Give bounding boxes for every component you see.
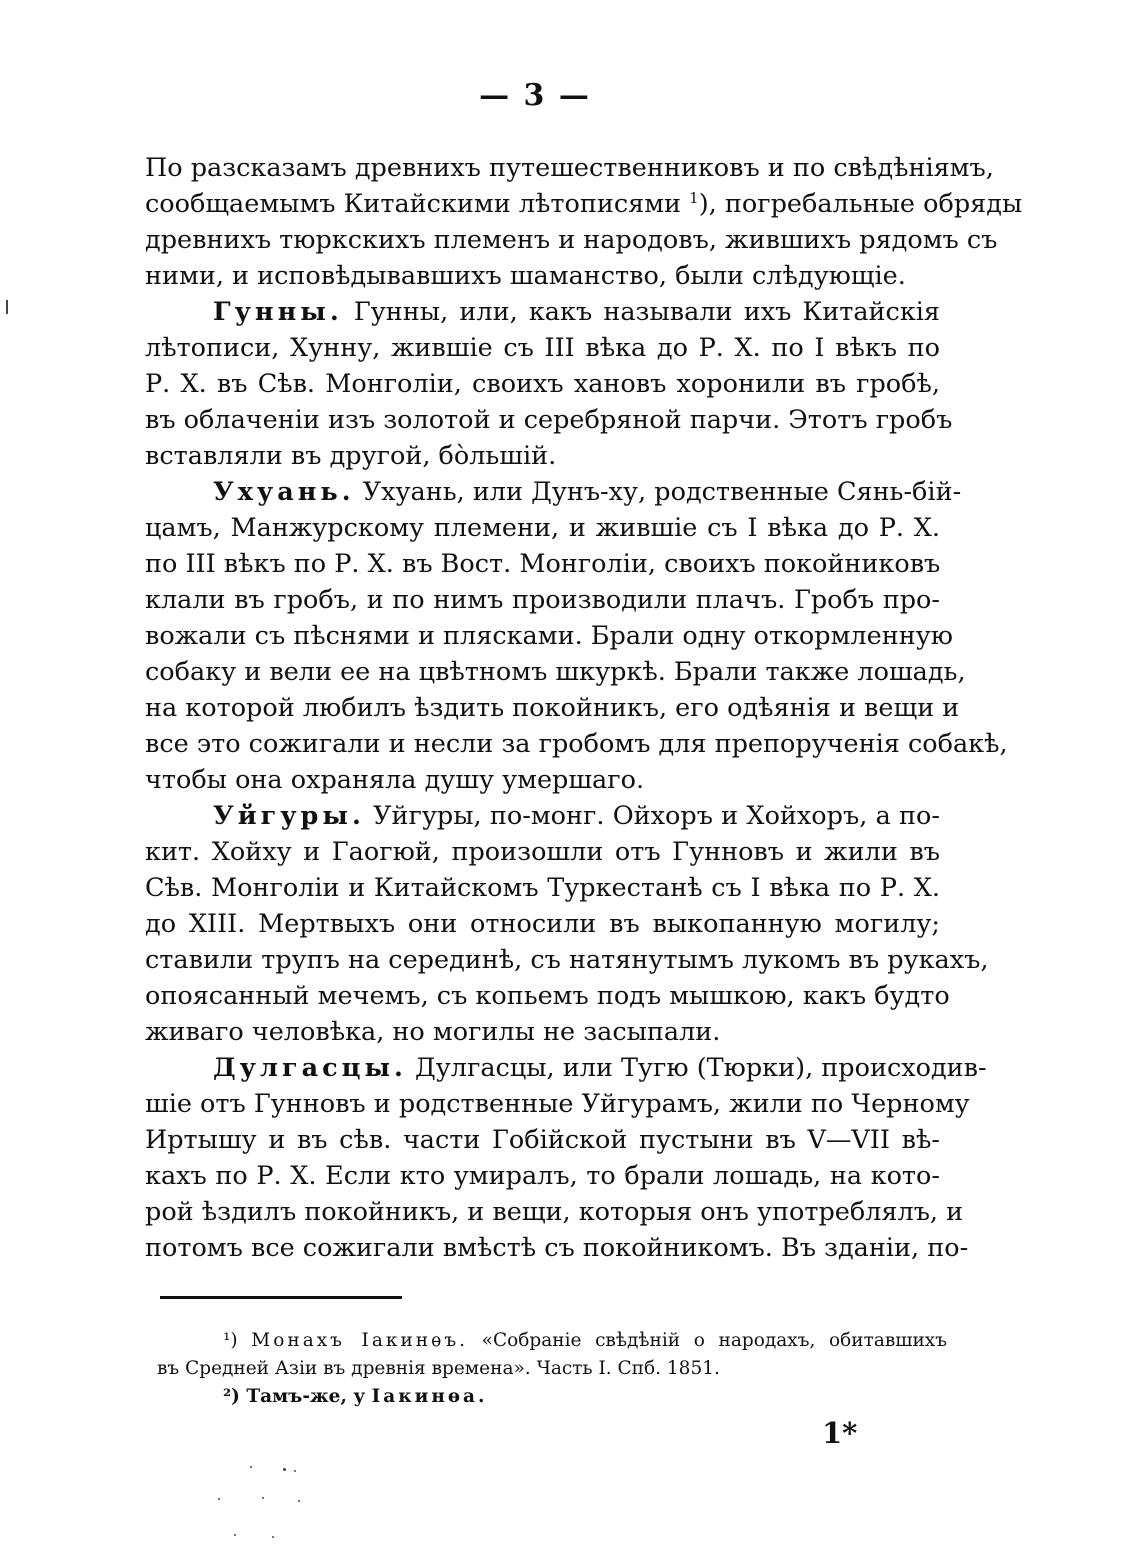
text-line: клали въ гробъ, и по нимъ производили плачъ. Гробъ про- xyxy=(145,585,940,615)
text-line: потомъ все сожигали вмѣстѣ съ покойникомъ. Въ зданіи, по- xyxy=(145,1233,969,1263)
text-line xyxy=(145,474,962,510)
text-line: вставляли въ другой, бо̀льшій. xyxy=(145,441,557,471)
text-segment: Уйгуры, по-монг. Ойхоръ и Хойхоръ, а по- xyxy=(373,801,940,831)
text-line: все это сожигали и несли за гробомъ для препорученія собакѣ, xyxy=(145,729,1008,759)
text-line: въ облаченіи изъ золотой и серебряной парчи. Этотъ гробъ xyxy=(145,405,953,435)
text-line: Сѣв. Монголіи и Китайскомъ Туркестанѣ съ I вѣка по Р. Х. xyxy=(145,873,940,903)
scan-speck xyxy=(262,1497,264,1499)
scan-speck xyxy=(218,1498,220,1500)
text-segment: ), погребальные обряды xyxy=(698,189,1023,219)
footnote-1 xyxy=(157,1327,947,1355)
text-line: ставили трупъ на серединѣ, съ натянутымъ лукомъ въ рукахъ, xyxy=(145,945,989,975)
text-segment: Ухуань, или Дунъ-ху, родственные Сянь-бій- xyxy=(362,477,962,507)
text-segment: Дулгасцы, или Тугю (Тюрки), происходив- xyxy=(415,1053,987,1083)
text-segment: сообщаемымъ Китайскими лѣтописями xyxy=(145,189,682,219)
text-line: Иртышу и въ сѣв. части Гобійской пустыни въ V—VII вѣ- xyxy=(145,1125,940,1155)
text-line: рой ѣздилъ покойникъ, и вещи, которыя онъ употреблялъ, и xyxy=(145,1197,964,1227)
footnote-text: «Собраніе свѣдѣній о народахъ, обитавшихъ xyxy=(481,1330,948,1351)
text-line: собаку и вели ее на цвѣтномъ шкуркѣ. Брали также лошадь, xyxy=(145,657,966,687)
text-line: кахъ по Р. Х. Если кто умиралъ, то брали лошадь, на кото- xyxy=(145,1161,940,1191)
text-line: лѣтописи, Хунну, жившіе съ III вѣка до Р. Х. по I вѣкъ по xyxy=(145,333,940,363)
text-line: ними, и исповѣдывавшихъ шаманство, были слѣдующіе. xyxy=(145,261,906,291)
page-number: — 3 — xyxy=(479,78,591,113)
section-heading-dulgastsy: Дулгасцы. xyxy=(213,1053,407,1083)
scan-speck xyxy=(294,1470,296,1472)
text-line xyxy=(145,186,1023,222)
text-line xyxy=(145,1050,987,1086)
footnote-ref: 1 xyxy=(689,189,699,207)
signature-mark: 1* xyxy=(822,1416,858,1450)
footnote-marker: ²) xyxy=(223,1386,240,1407)
text-line: По разсказамъ древнихъ путешественниковъ и по свѣдѣніямъ, xyxy=(145,153,994,183)
text-line: Р. Х. въ Сѣв. Монголіи, своихъ хановъ хоронили въ гробѣ, xyxy=(145,369,940,399)
scan-speck xyxy=(272,1536,274,1538)
text-line: живаго человѣка, но могилы не засыпали. xyxy=(145,1017,721,1047)
scan-speck xyxy=(283,1468,286,1471)
text-line: древнихъ тюркскихъ племенъ и народовъ, жившихъ рядомъ съ xyxy=(145,225,998,255)
footnote-marker: ¹) xyxy=(223,1330,238,1351)
footnote-divider xyxy=(160,1296,402,1299)
footnote-1-continued: въ Средней Азіи въ древнія времена». Часть I. Спб. 1851. xyxy=(157,1358,720,1379)
footnotes xyxy=(157,1327,947,1411)
scan-speck xyxy=(250,1466,252,1468)
text-line: на которой любилъ ѣздить покойникъ, его одѣянія и вещи и xyxy=(145,693,960,723)
footnote-2 xyxy=(157,1383,947,1411)
scan-speck xyxy=(6,300,8,314)
text-line: до XIII. Мертвыхъ они относили въ выкопанную могилу; xyxy=(145,909,940,939)
footnote-author: Іакинѳа. xyxy=(371,1386,488,1407)
main-text xyxy=(145,150,1023,1266)
text-line xyxy=(145,798,940,834)
text-line: вожали съ пѣснями и плясками. Брали одну откормленную xyxy=(145,621,953,651)
text-line: кит. Хойху и Гаогюй, произошли отъ Гунновъ и жили въ xyxy=(145,837,940,867)
section-heading-gunny: Гунны. xyxy=(213,297,343,327)
text-segment: Гунны, или, какъ называли ихъ Китайскія xyxy=(353,297,940,327)
text-line: по III вѣкъ по Р. Х. въ Вост. Монголіи, своихъ покойниковъ xyxy=(145,549,941,579)
section-heading-ukhuan: Ухуань. xyxy=(213,477,355,507)
scan-speck xyxy=(298,1500,300,1502)
text-line: цамъ, Манжурскому племени, и жившіе съ I вѣка до Р. Х. xyxy=(145,513,940,543)
text-line: шіе отъ Гунновъ и родственные Уйгурамъ, жили по Черному xyxy=(145,1089,970,1119)
section-heading-uigury: Уйгуры. xyxy=(213,801,365,831)
text-line: опоясанный мечемъ, съ копьемъ подъ мышкою, какъ будто xyxy=(145,981,950,1011)
scan-speck xyxy=(234,1534,236,1536)
footnote-author: Монахъ Іакинѳъ. xyxy=(251,1330,468,1351)
text-line: чтобы она охраняла душу умершаго. xyxy=(145,765,645,795)
text-line xyxy=(145,294,940,330)
footnote-text: Тамъ-же, у xyxy=(246,1386,366,1407)
